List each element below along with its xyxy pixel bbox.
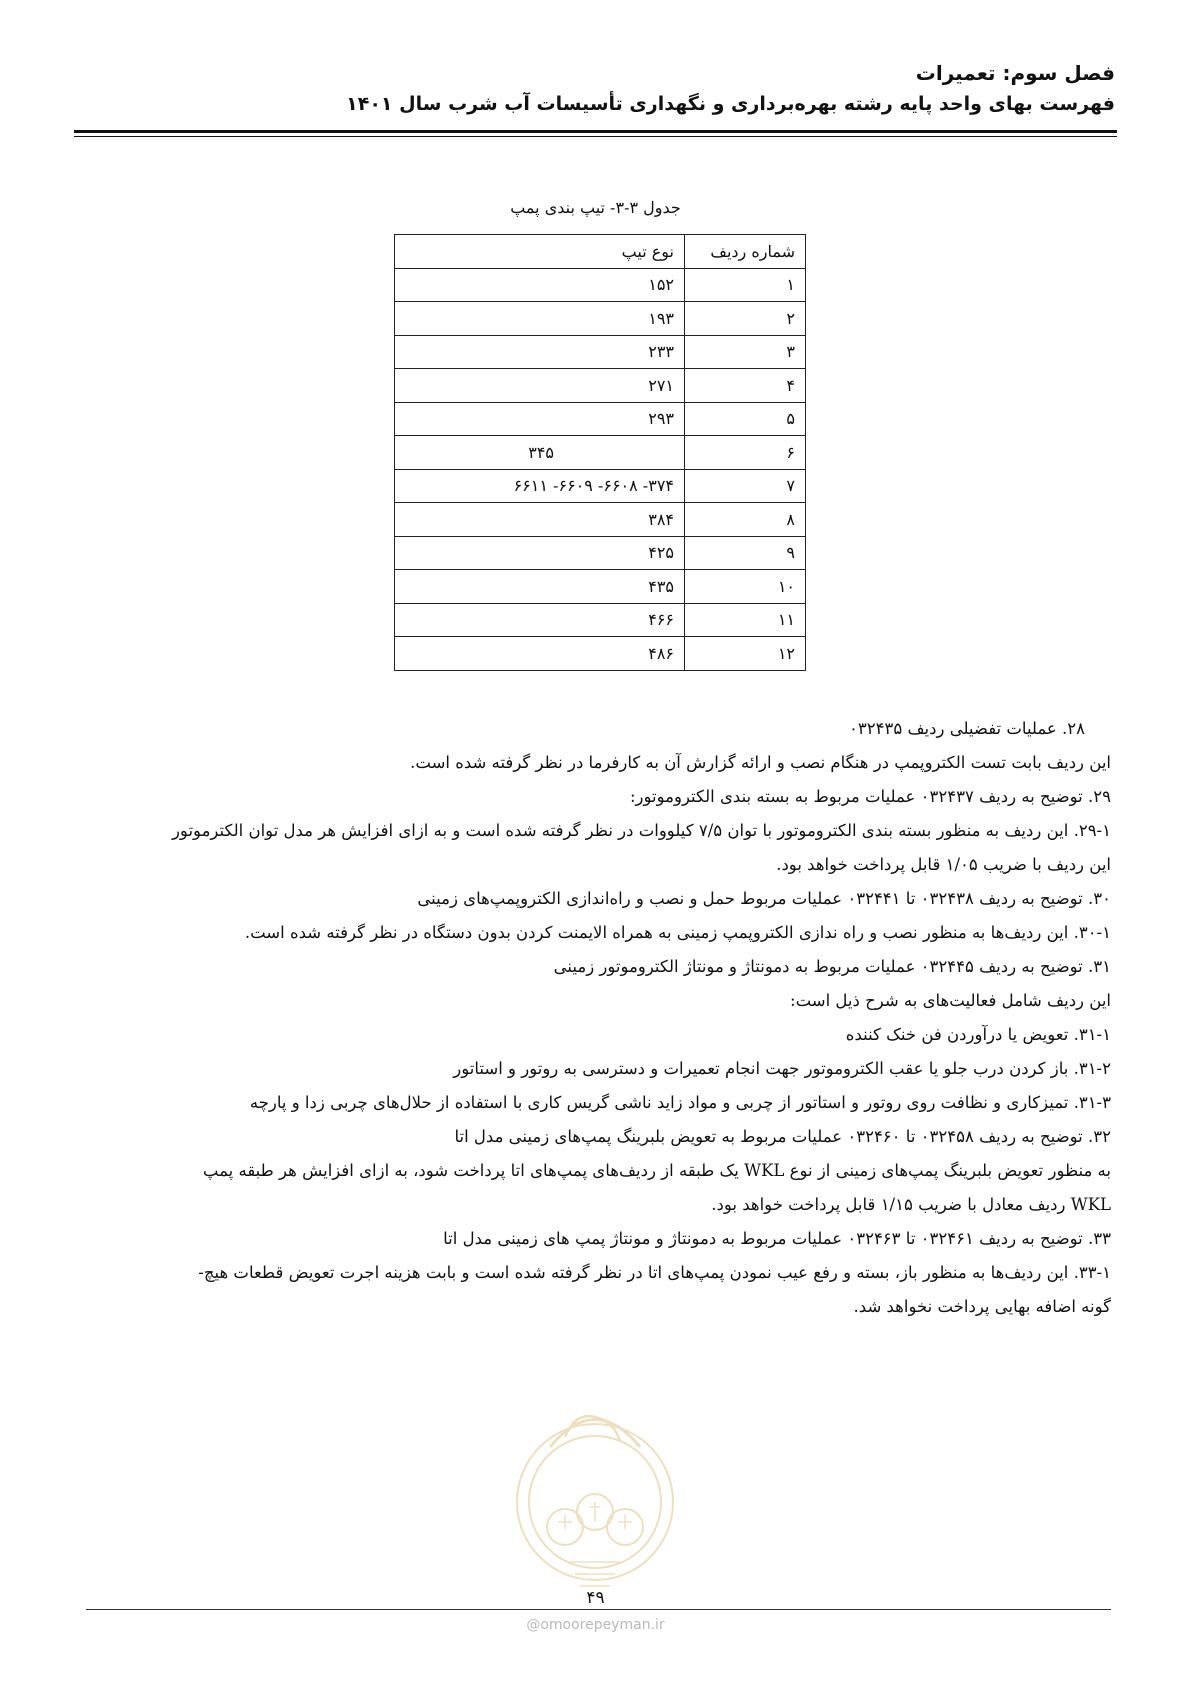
header-row-number: شماره ردیف	[685, 235, 806, 269]
table-row	[395, 536, 806, 570]
table-row	[395, 335, 806, 369]
row-type: ۴۸۶	[395, 637, 685, 671]
row-type: ۳۴۵	[395, 436, 685, 470]
row-type: ۱۹۳	[395, 302, 685, 336]
table-row	[395, 469, 806, 503]
document-subtitle: فهرست بهای واحد پایه رشته بهره‌برداری و نگهداری تأسیسات آب شرب سال ۱۴۰۱	[346, 93, 1115, 115]
paragraph: WKL ردیف معادل با ضریب ۱/۱۵ قابل پرداخت خواهد بود.	[711, 1195, 1111, 1214]
omoorepeyman-seal-icon	[510, 1352, 680, 1602]
header-type: نوع تیپ	[395, 235, 685, 269]
table-row	[395, 637, 806, 671]
table-row	[395, 369, 806, 403]
chapter-title: فصل سوم: تعمیرات	[915, 61, 1115, 85]
row-number: ۱۱	[685, 603, 806, 637]
row-number: ۹	[685, 536, 806, 570]
section-heading-31: ۳۱. توضیح به ردیف ۰۳۲۴۴۵ عملیات مربوط به دمونتاژ و مونتاژ الکتروموتور زمینی	[553, 957, 1111, 976]
row-number: ۲	[685, 302, 806, 336]
list-item: ۳۱-۲. باز کردن درب جلو یا عقب الکتروموتور جهت انجام تعمیرات و دسترسی به روتور و استاتور	[453, 1059, 1111, 1078]
page-number: ۴۹	[586, 1588, 605, 1608]
paragraph: ۳۳-۱. این ردیف‌ها به منظور باز، بسته و رفع عیب نمودن پمپ‌های اتا در نظر گرفته شده است و بابت هزینه اجرت تعویض قطعات هیچ-	[198, 1263, 1111, 1282]
section-heading-30: ۳۰. توضیح به ردیف ۰۳۲۴۳۸ تا ۰۳۲۴۴۱ عملیات مربوط حمل و نصب و راه‌اندازی الکتروپمپ‌های زمینی	[417, 889, 1111, 908]
section-heading-29: ۲۹. توضیح به ردیف ۰۳۲۴۳۷ عملیات مربوط به بسته بندی الکتروموتور:	[629, 787, 1111, 806]
row-number: ۱۰	[685, 570, 806, 604]
table-row	[395, 570, 806, 604]
row-type: ۲۳۳	[395, 335, 685, 369]
table-header-row	[395, 235, 806, 269]
paragraph: ۳۰-۱. این ردیف‌ها به منظور نصب و راه ندازی الکتروپمپ زمینی به همراه الایمنت کردن بدون دستگاه در نظر گرفته شده است.	[244, 923, 1111, 942]
row-number: ۵	[685, 402, 806, 436]
table-caption: جدول ۳-۳- تیپ بندی پمپ	[510, 198, 681, 217]
row-number: ۱	[685, 268, 806, 302]
page-header	[76, 58, 1115, 120]
footer-rule	[86, 1609, 1111, 1610]
paragraph: این ردیف با ضریب ۱/۰۵ قابل پرداخت خواهد بود.	[776, 855, 1111, 874]
list-item: ۳۱-۱. تعویض یا درآوردن فن خنک کننده	[845, 1025, 1111, 1044]
body-text	[86, 712, 1111, 1324]
section-heading-28: ۲۸. عملیات تفضیلی ردیف ۰۳۲۴۳۵	[849, 719, 1085, 738]
table-row	[395, 436, 806, 470]
table-row	[395, 503, 806, 537]
row-number: ۸	[685, 503, 806, 537]
row-type: ۴۲۵	[395, 536, 685, 570]
table-row	[395, 402, 806, 436]
row-type: ۲۷۱	[395, 369, 685, 403]
row-type: ۴۳۵	[395, 570, 685, 604]
paragraph: این ردیف شامل فعالیت‌های به شرح ذیل است:	[790, 991, 1111, 1010]
table-row	[395, 302, 806, 336]
paragraph: به منظور تعویض بلبرینگ پمپ‌های زمینی از نوع WKL یک طبقه از ردیف‌های پمپ‌های اتا پرداخت شود، به ازای افزایش هر طبقه پمپ	[202, 1161, 1111, 1180]
row-number: ۱۲	[685, 637, 806, 671]
section-heading-32: ۳۲. توضیح به ردیف ۰۳۲۴۵۸ تا ۰۳۲۴۶۰ عملیات مربوط به تعویض بلبرینگ پمپ‌های زمینی مدل اتا	[454, 1127, 1111, 1146]
row-number: ۶	[685, 436, 806, 470]
row-type: ۴۶۶	[395, 603, 685, 637]
pump-type-table	[394, 234, 806, 671]
header-rule-thick	[74, 130, 1117, 133]
paragraph: این ردیف بابت تست الکتروپمپ در هنگام نصب و ارائه گزارش آن به کارفرما در نظر گرفته شده است.	[410, 753, 1111, 772]
table-row	[395, 268, 806, 302]
row-number: ۳	[685, 335, 806, 369]
row-type: ۳۷۴- ۶۶۰۸- ۶۶۰۹- ۶۶۱۱	[395, 469, 685, 503]
paragraph: گونه اضافه بهایی پرداخت نخواهد شد.	[853, 1297, 1111, 1316]
website-watermark: @omoorepeyman.ir	[526, 1617, 665, 1633]
row-type: ۳۸۴	[395, 503, 685, 537]
header-rule-thin	[74, 136, 1117, 137]
table-row	[395, 603, 806, 637]
row-type: ۱۵۲	[395, 268, 685, 302]
row-number: ۴	[685, 369, 806, 403]
section-heading-33: ۳۳. توضیح به ردیف ۰۳۲۴۶۱ تا ۰۳۲۴۶۳ عملیات مربوط به دمونتاژ و مونتاژ پمپ های زمینی مدل اتا	[443, 1229, 1111, 1248]
row-number: ۷	[685, 469, 806, 503]
row-type: ۲۹۳	[395, 402, 685, 436]
list-item: ۳۱-۳. تمیزکاری و نظافت روی روتور و استاتور از چربی و مواد زاید ناشی گریس کاری با استفاده از حلال‌های چربی زدا و پارچه	[249, 1093, 1111, 1112]
paragraph: ۲۹-۱. این ردیف به منظور بسته بندی الکتروموتور با توان ۷/۵ کیلووات در نظر گرفته شده است و به ازای افزایش هر مدل توان الکترموتور	[171, 821, 1111, 840]
